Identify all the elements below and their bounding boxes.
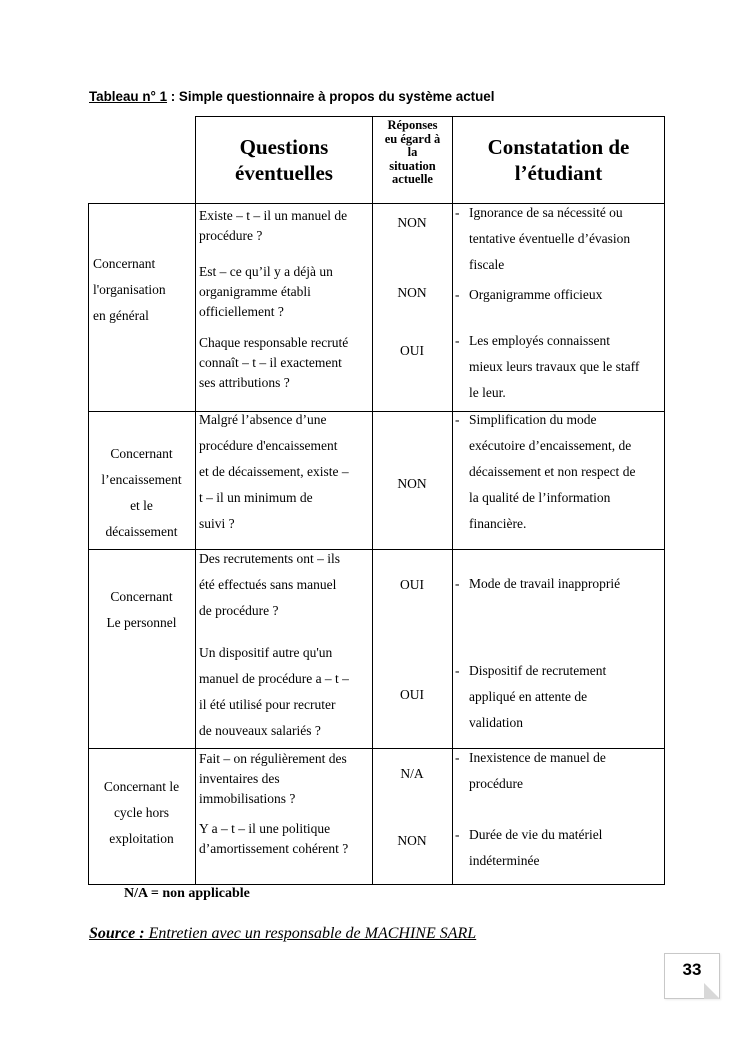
observation-line: validation bbox=[469, 715, 523, 730]
category-line: Concernant le bbox=[103, 779, 180, 794]
header-questions-line: éventuelles bbox=[235, 161, 333, 185]
observation-item bbox=[454, 282, 662, 308]
observation-line: procédure bbox=[469, 776, 523, 791]
header-observations-line: Constatation de bbox=[487, 135, 630, 159]
question-line: inventaires des bbox=[199, 771, 280, 786]
observation-line: fiscale bbox=[469, 257, 505, 272]
observation-line: décaissement et non respect de bbox=[469, 464, 636, 479]
observation-cell bbox=[454, 822, 662, 874]
question-line: manuel de procédure a – t – bbox=[199, 671, 349, 686]
category-line: Concernant bbox=[110, 589, 173, 604]
column-divider bbox=[372, 116, 373, 885]
source-text: Entretien avec un responsable de MACHINE SARL bbox=[144, 925, 477, 942]
observation-cell bbox=[454, 571, 662, 597]
answer-value: NON bbox=[397, 285, 427, 300]
observation-cell bbox=[454, 328, 662, 406]
table-border-right bbox=[664, 116, 665, 885]
header-answers-line: la bbox=[407, 145, 418, 159]
source-line bbox=[89, 925, 476, 943]
question-line: Des recrutements ont – ils bbox=[199, 551, 340, 566]
question-cell bbox=[199, 407, 369, 537]
category-organisation bbox=[88, 251, 195, 329]
question-line: Un dispositif autre qu'un bbox=[199, 645, 333, 660]
observation-line: financière. bbox=[469, 516, 527, 531]
category-line: cycle hors bbox=[113, 805, 170, 820]
observation-cell bbox=[454, 745, 662, 797]
question-line: de nouveaux salariés ? bbox=[199, 723, 321, 738]
observation-item bbox=[454, 200, 662, 278]
table-border-bottom bbox=[88, 884, 665, 885]
question-line: Fait – on régulièrement des bbox=[199, 751, 347, 766]
answer-value: OUI bbox=[400, 687, 424, 702]
question-line: Chaque responsable recruté bbox=[199, 335, 349, 350]
question-cell bbox=[199, 749, 369, 809]
observation-item bbox=[454, 571, 662, 597]
question-cell bbox=[199, 333, 369, 393]
observation-line: - Les employés connaissent bbox=[469, 333, 610, 348]
observation-cell bbox=[454, 407, 662, 537]
question-line: Malgré l’absence d’une bbox=[199, 412, 327, 427]
table-caption bbox=[89, 89, 494, 104]
category-encaissement bbox=[88, 441, 195, 545]
observation-line: - Durée de vie du matériel bbox=[469, 827, 603, 842]
table-border-top bbox=[195, 116, 665, 117]
caption-text: : Simple questionnaire à propos du système actuel bbox=[167, 89, 495, 104]
observation-line: appliqué en attente de bbox=[469, 689, 588, 704]
questionnaire-table bbox=[88, 116, 665, 885]
observation-item bbox=[454, 822, 662, 874]
observation-line: - Simplification du mode bbox=[469, 412, 597, 427]
question-cell bbox=[199, 546, 369, 624]
observation-item bbox=[454, 745, 662, 797]
observation-line: mieux leurs travaux que le staff bbox=[469, 359, 640, 374]
category-line: l'organisation bbox=[93, 282, 166, 297]
observation-line: la qualité de l’information bbox=[469, 490, 611, 505]
category-line: et le bbox=[130, 498, 153, 513]
observation-item bbox=[454, 328, 662, 406]
category-cycle-hors-exploitation bbox=[88, 774, 195, 852]
header-answers-line: actuelle bbox=[392, 172, 433, 186]
observation-line: tentative éventuelle d’évasion bbox=[469, 231, 631, 246]
observation-cell bbox=[454, 282, 662, 308]
header-answers-line: eu égard à bbox=[384, 131, 441, 146]
answer-value: NON bbox=[397, 215, 427, 230]
observation-line: - Ignorance de sa nécessité ou bbox=[469, 205, 623, 220]
observation-line: - Mode de travail inapproprié bbox=[469, 576, 621, 591]
category-line: en général bbox=[93, 308, 149, 323]
page-number: 33 bbox=[682, 960, 702, 979]
source-label: Source : bbox=[89, 925, 145, 942]
question-line: immobilisations ? bbox=[199, 791, 296, 806]
header-observations-line: l’étudiant bbox=[514, 161, 603, 185]
caption-label: Tableau n° 1 bbox=[89, 89, 168, 104]
question-line: d’amortissement cohérent ? bbox=[199, 841, 349, 856]
answer-value: OUI bbox=[400, 577, 424, 592]
header-answers bbox=[373, 119, 452, 187]
answer-value: NON bbox=[397, 833, 427, 848]
category-line: Le personnel bbox=[106, 615, 177, 630]
category-line: décaissement bbox=[105, 524, 178, 539]
question-line: connaît – t – il exactement bbox=[199, 355, 342, 370]
answer-value: N/A bbox=[400, 766, 424, 781]
page-curl-icon bbox=[704, 983, 720, 999]
column-divider bbox=[452, 116, 453, 885]
question-line: il été utilisé pour recruter bbox=[199, 697, 336, 712]
category-line: l’encaissement bbox=[101, 472, 182, 487]
answer-value: NON bbox=[397, 476, 427, 491]
table-note: N/A = non applicable bbox=[124, 886, 250, 901]
header-answers-line: Réponses bbox=[387, 118, 438, 132]
observation-line: - Inexistence de manuel de bbox=[469, 750, 606, 765]
observation-line: le leur. bbox=[469, 385, 506, 400]
category-line: Concernant bbox=[110, 446, 173, 461]
category-line: exploitation bbox=[109, 831, 174, 846]
column-divider bbox=[195, 116, 196, 885]
question-cell bbox=[199, 262, 369, 322]
question-line: officiellement ? bbox=[199, 304, 284, 319]
observation-line: exécutoire d’encaissement, de bbox=[469, 438, 632, 453]
row-divider bbox=[88, 549, 665, 550]
question-line: Est – ce qu’il y a déjà un bbox=[199, 264, 333, 279]
question-line: été effectués sans manuel bbox=[199, 577, 337, 592]
header-questions-line: Questions bbox=[239, 135, 329, 159]
observation-cell bbox=[454, 658, 662, 736]
observation-item bbox=[454, 658, 662, 736]
page-number-box bbox=[664, 953, 720, 999]
question-line: procédure d'encaissement bbox=[199, 438, 338, 453]
observation-line: indéterminée bbox=[469, 853, 540, 868]
question-cell bbox=[199, 206, 369, 246]
observation-cell bbox=[454, 200, 662, 278]
answer-value: OUI bbox=[400, 343, 424, 358]
question-cell bbox=[199, 819, 369, 859]
question-line: Existe – t – il un manuel de bbox=[199, 208, 348, 223]
observation-line: - Dispositif de recrutement bbox=[469, 663, 607, 678]
category-personnel bbox=[88, 584, 195, 636]
question-line: suivi ? bbox=[199, 516, 235, 531]
header-observations bbox=[453, 134, 664, 186]
question-line: de procédure ? bbox=[199, 603, 279, 618]
question-cell bbox=[199, 640, 369, 744]
observation-line: - Organigramme officieux bbox=[469, 287, 603, 302]
question-line: ses attributions ? bbox=[199, 375, 290, 390]
question-line: et de décaissement, existe – bbox=[199, 464, 349, 479]
observation-item bbox=[454, 407, 662, 537]
question-line: organigramme établi bbox=[199, 284, 311, 299]
question-line: Y a – t – il une politique bbox=[199, 821, 331, 836]
question-line: t – il un minimum de bbox=[199, 490, 313, 505]
header-answers-line: situation bbox=[389, 158, 436, 173]
header-questions bbox=[196, 134, 372, 186]
category-line: Concernant bbox=[93, 256, 156, 271]
question-line: procédure ? bbox=[199, 228, 263, 243]
